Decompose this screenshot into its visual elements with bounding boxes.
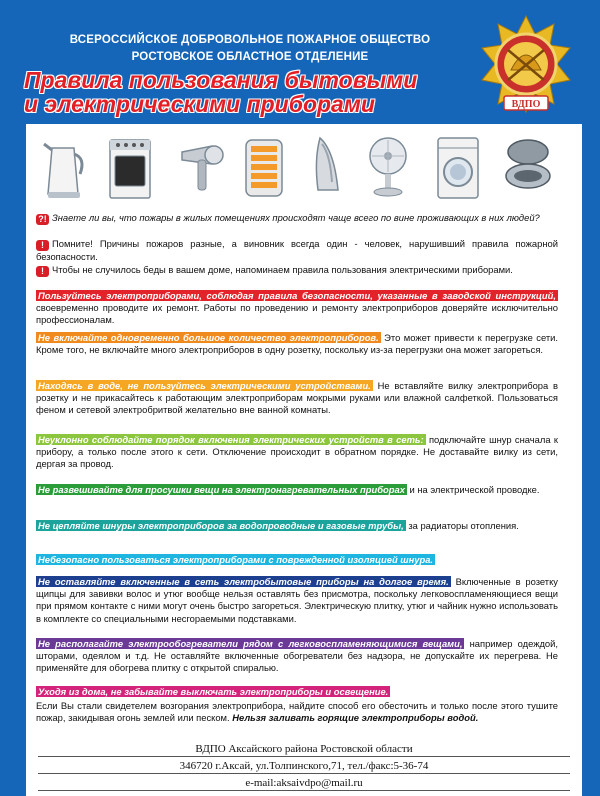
rule-item-2 [36, 332, 558, 356]
rule-text: своевременно проводите их ремонт. Работы по проведению и ремонту электроприборов доверяйте исключительно профессионалам. [36, 302, 558, 326]
rule-item-1 [36, 290, 558, 327]
rule-heading: Не развешивайте для просушки вещи на электронагревательных приборах [38, 484, 405, 495]
hair-dryer-icon [176, 130, 224, 202]
rule-heading: Не оставляйте включенные в сеть электробытовые приборы на долгое время. [38, 576, 449, 587]
rule-item-4 [36, 434, 558, 471]
waffle-iron-icon [504, 130, 552, 202]
intro-remember [36, 238, 558, 263]
question-mark-icon: ?! [36, 214, 49, 225]
rule-item-6 [36, 520, 558, 532]
rule-item-8 [36, 576, 558, 625]
intro-avoid-text: Чтобы не случилось беды в вашем доме, напоминаем правила пользования электрическими приборами. [52, 264, 513, 275]
rule-heading: Не располагайте электрообогреватели рядом с легковоспламеняющимися вещами, [38, 638, 463, 649]
intro-question-text: Знаете ли вы, что пожары в жилых помещениях происходят чаще всего по вине проживающих в них людей? [52, 212, 540, 223]
rules-content [26, 210, 582, 736]
stove-icon [106, 130, 154, 202]
closing-note [36, 700, 558, 724]
rule-text: и на электрической проводке. [406, 484, 540, 495]
rule-heading: Небезопасно пользоваться электроприборами с поврежденной изоляцией шнура. [38, 554, 434, 565]
exclamation-icon: ! [36, 266, 49, 277]
rule-item-9 [36, 638, 558, 675]
footer-org-line: ВДПО Аксайского района Ростовской области [38, 742, 570, 757]
rule-text: Это может привести к перегрузке сети. Кроме того, не включайте много электроприборов в одну розетку, поскольку из-за перегрузки она может загореться. [36, 332, 559, 356]
iron-icon [304, 130, 352, 202]
rule-item-3 [36, 380, 558, 417]
intro-remember-text: Помните! Причины пожаров разные, а виновник всегда один - человек, нарушивший правила пожарной безопасности. [36, 238, 558, 262]
rule-heading: Пользуйтесь электроприборами, соблюдая правила безопасности, указанные в заводской инструкций, [38, 290, 556, 301]
rule-item-10 [36, 686, 558, 698]
rule-heading: Неуклонно соблюдайте порядок включения электрических устройств в сеть: [38, 434, 424, 445]
rule-heading: Уходя из дома, не забывайте выключать электроприборы и освещение. [38, 686, 389, 697]
closing-emphasis: Нельзя заливать горящие электроприборы водой. [232, 712, 479, 724]
intro-avoid [36, 264, 558, 277]
washing-machine-icon [434, 130, 482, 202]
rule-text: Включенные в розетку щипцы для завивки волос и утюг вообще нельзя оставлять без присмотра, поскольку легковоспламеняющиеся вещи при прямом контакте с ними могут очень быстро загореться. Электрическую плитку, утюг и чайник нужно использовать в комплекте со специальными несгораемыми подставками. [36, 576, 558, 624]
kettle-icon [40, 130, 88, 202]
rule-item-5 [36, 484, 558, 496]
rule-heading: Не включайте одновременно большое количество электроприборов. [38, 332, 379, 343]
contact-footer [26, 736, 582, 796]
org-name-line1: ВСЕРОССИЙСКОЕ ДОБРОВОЛЬНОЕ ПОЖАРНОЕ ОБЩЕСТВО [69, 34, 431, 46]
rule-item-7 [36, 554, 558, 566]
footer-address-line: 346720 г.Аксай, ул.Толпинского,71, тел./факс:5-36-74 [38, 759, 570, 774]
appliance-strip [26, 124, 582, 210]
exclamation-icon: ! [36, 240, 49, 251]
footer-email-line: e-mail:aksaivdpo@mail.ru [38, 776, 570, 791]
org-name-line2: РОСТОВСКОЕ ОБЛАСТНОЕ ОТДЕЛЕНИЕ [131, 51, 369, 63]
page-title-line1: Правила пользования бытовыми [24, 67, 418, 93]
heater-icon [240, 130, 288, 202]
rule-heading: Не цепляйте шнуры электроприборов за водопроводные и газовые трубы, [38, 520, 404, 531]
intro-question [36, 212, 558, 225]
rule-heading: Находясь в воде, не пользуйтесь электрическими устройствами. [38, 380, 371, 391]
page-title-line2: и электрическими приборами [24, 91, 375, 117]
vdpo-emblem-icon [478, 14, 574, 124]
rule-text: за радиаторы отопления. [405, 520, 519, 531]
fan-icon [364, 130, 412, 202]
rule-text: Не вставляйте вилку электроприбора в розетку и не прикасайтесь к работающим электроприборам мокрыми руками или влажной салфеткой. Пользоваться феном и сетевой электробритвой желательно вне ванной комнаты. [36, 380, 559, 416]
rule-text: подключайте шнур сначала к прибору, а только после этого к сети. Отключение происходит в обратном порядке. Не доставайте вилку из сети, дергая за провод. [36, 434, 558, 470]
rule-text: например одеждой, шторами, одеялом и т.д. Не оставляйте включенные обогреватели без надзора, не допускайте их перегрева. Не применяйте для обогрева плитку с открытой спиралью. [36, 638, 558, 674]
closing-text: Если Вы стали свидетелем возгорания электроприбора, найдите способ его обесточить и только после этого тушите пожар, закидывая огонь землей или песком. [36, 700, 558, 724]
emblem-text: ВДПО [511, 99, 541, 110]
